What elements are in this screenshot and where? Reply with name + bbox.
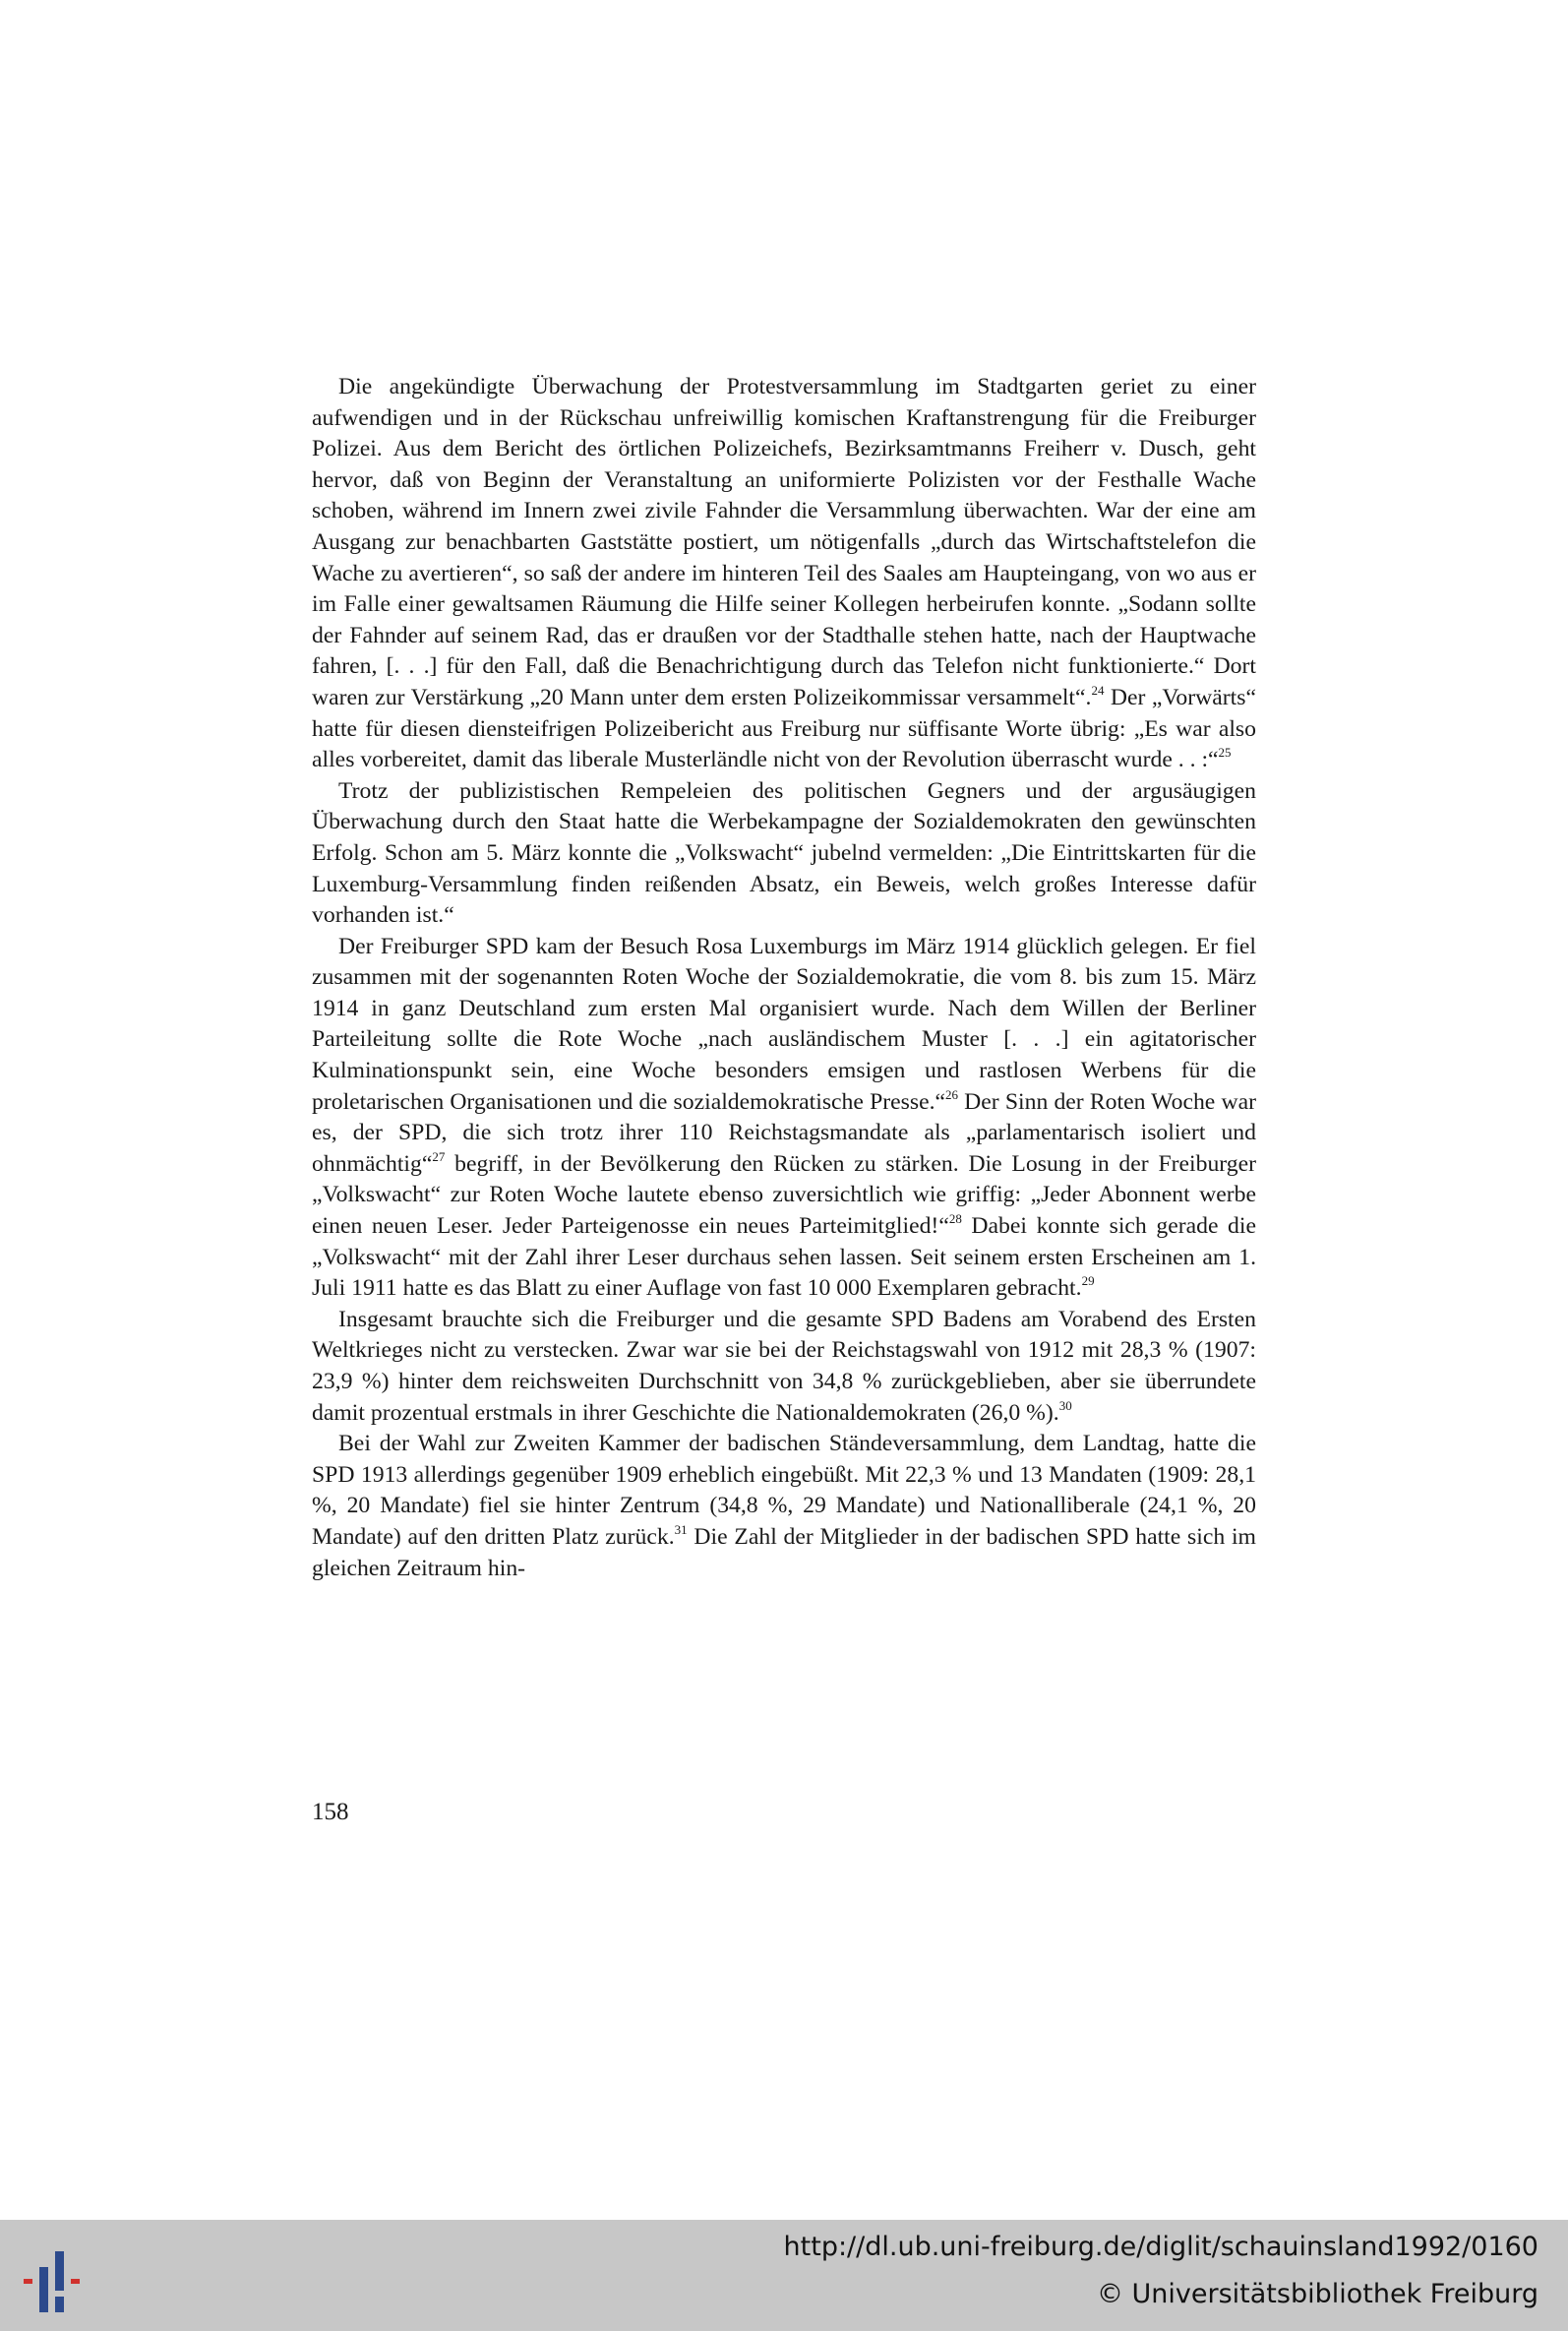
- footnote-marker: 28: [948, 1211, 962, 1227]
- text-run: Der Freiburger SPD kam der Besuch Rosa Luxemburgs im März 1914 glücklich gelegen. Er fiel zusammen mit der sogenannten Roten Woche der Sozialdemokratie, die vom 8. bis zum 15. März 1914 in ganz Deutschland zum ersten Mal organisiert wurde. Nach dem Willen der Berliner Parteileitung sollte die Rote Woche „nach ausländischem Muster [. . .] ein agitatorischer Kulminationspunkt sein, eine Woche besonders emsigen und rastlosen Werbens für die proletarischen Organisationen und die sozialdemokratische Presse.“: [312, 933, 1256, 1115]
- text-run: Insgesamt brauchte sich die Freiburger und die gesamte SPD Badens am Vorabend des Ersten Weltkrieges nicht zu verstecken. Zwar war sie bei der Reichstagswahl von 1912 mit 28,3 % (1907: 23,9 %) hinter dem reichsweiten Durchschnitt von 34,8 % zurückgeblieben, aber sie überrundete damit prozentual erstmals in ihrer Geschichte die Nationaldemokraten (26,0 %).: [312, 1306, 1256, 1426]
- paragraph-3: [312, 932, 1256, 1305]
- text-run: Trotz der publizistischen Rempeleien des politischen Gegners und der argusäugigen Überwachung durch den Staat hatte die Werbekampagne der Sozialdemokraten den gewünschten Erfolg. Schon am 5. März konnte die „Volkswacht“ jubelnd vermelden: „Die Eintrittskarten für die Luxemburg-Versammlung finden reißenden Absatz, ein Beweis, welch großes Interesse dafür vorhanden ist.“: [312, 777, 1256, 929]
- footer-copyright: © Universitätsbibliothek Freiburg: [1096, 2279, 1538, 2309]
- footnote-marker: 31: [674, 1521, 688, 1537]
- ub-freiburg-logo-icon[interactable]: [16, 2238, 100, 2316]
- footer-url-link[interactable]: http://dl.ub.uni-freiburg.de/diglit/schauinsland1992/0160: [783, 2232, 1538, 2262]
- footnote-marker: 24: [1091, 682, 1105, 698]
- text-run: begriff, in der Bevölkerung den Rücken zu stärken. Die Losung in der Freiburger „Volkswacht“ zur Roten Woche lautete ebenso zuversichtlich wie griffig: „Jeder Abonnent werbe einen neuen Leser. Jeder Parteigenosse ein neues Parteimitglied!“: [312, 1150, 1256, 1240]
- footnote-marker: 30: [1058, 1397, 1072, 1413]
- footnote-marker: 27: [432, 1148, 446, 1164]
- text-run: Der Sinn der Roten Woche war es, der SPD, die sich trotz ihrer 110 Reichstagsmandate als „parlamentarisch isoliert und ohnmächtig“: [312, 1088, 1256, 1177]
- page-number: 158: [312, 1799, 349, 1825]
- text-run: Die Zahl der Mitglieder in der badischen SPD hatte sich im gleichen Zeitraum hin-: [312, 1523, 1256, 1581]
- text-run: Die angekündigte Überwachung der Protestversammlung im Stadtgarten geriet zu einer aufwendigen und in der Rückschau unfreiwillig komischen Kraftanstrengung für die Freiburger Polizei. Aus dem Bericht des örtlichen Polizeichefs, Bezirksamtmanns Freiherr v. Dusch, geht hervor, daß von Beginn der Veranstaltung an uniformierte Polizisten vor der Festhalle Wache schoben, während im Innern zwei zivile Fahnder die Versammlung überwachten. War der eine am Ausgang zur benachbarten Gaststätte postiert, um nötigenfalls „durch das Wirtschaftstelefon die Wache zu avertieren“, so saß der andere im hinteren Teil des Saales am Haupteingang, von wo aus er im Falle einer gewaltsamen Räumung die Hilfe seiner Kollegen herbeirufen konnte. „Sodann sollte der Fahnder auf seinem Rad, das er draußen vor der Stadthalle stehen hatte, nach der Hauptwache fahren, [. . .] für den Fall, daß die Benachrichtigung durch das Telefon nicht funktionierte.“ Dort waren zur Verstärkung „20 Mann unter dem ersten Polizeikommissar versammelt“.: [312, 374, 1256, 710]
- footer-bar: [0, 2220, 1568, 2331]
- text-run: Dabei konnte sich gerade die „Volkswacht“ mit der Zahl ihrer Leser durchaus sehen lassen. Seit seinem ersten Erscheinen am 1. Juli 1911 hatte es das Blatt zu einer Auflage von fast 10 000 Exemplaren gebracht.: [312, 1213, 1256, 1302]
- paragraph-4: [312, 1305, 1256, 1429]
- paragraph-1: [312, 372, 1256, 776]
- text-run: Der „Vorwärts“ hatte für diesen diensteifrigen Polizeibericht aus Freiburg nur süffisante Worte übrig: „Es war also alles vorbereitet, damit das liberale Musterländle nicht von der Revolution überrascht wurde . . :“: [312, 684, 1256, 773]
- paragraph-2: [312, 776, 1256, 932]
- footnote-marker: 25: [1218, 745, 1232, 761]
- paragraph-5: [312, 1429, 1256, 1584]
- text-run: Bei der Wahl zur Zweiten Kammer der badischen Ständeversammlung, dem Landtag, hatte die SPD 1913 allerdings gegenüber 1909 erheblich eingebüßt. Mit 22,3 % und 13 Mandaten (1909: 28,1 %, 20 Mandate) fiel sie hinter Zentrum (34,8 %, 29 Mandate) und Nationalliberale (24,1 %, 20 Mandate) auf den dritten Platz zurück.: [312, 1431, 1256, 1550]
- footnote-marker: 29: [1081, 1273, 1095, 1289]
- footnote-marker: 26: [945, 1086, 959, 1102]
- page-text: [312, 372, 1256, 1584]
